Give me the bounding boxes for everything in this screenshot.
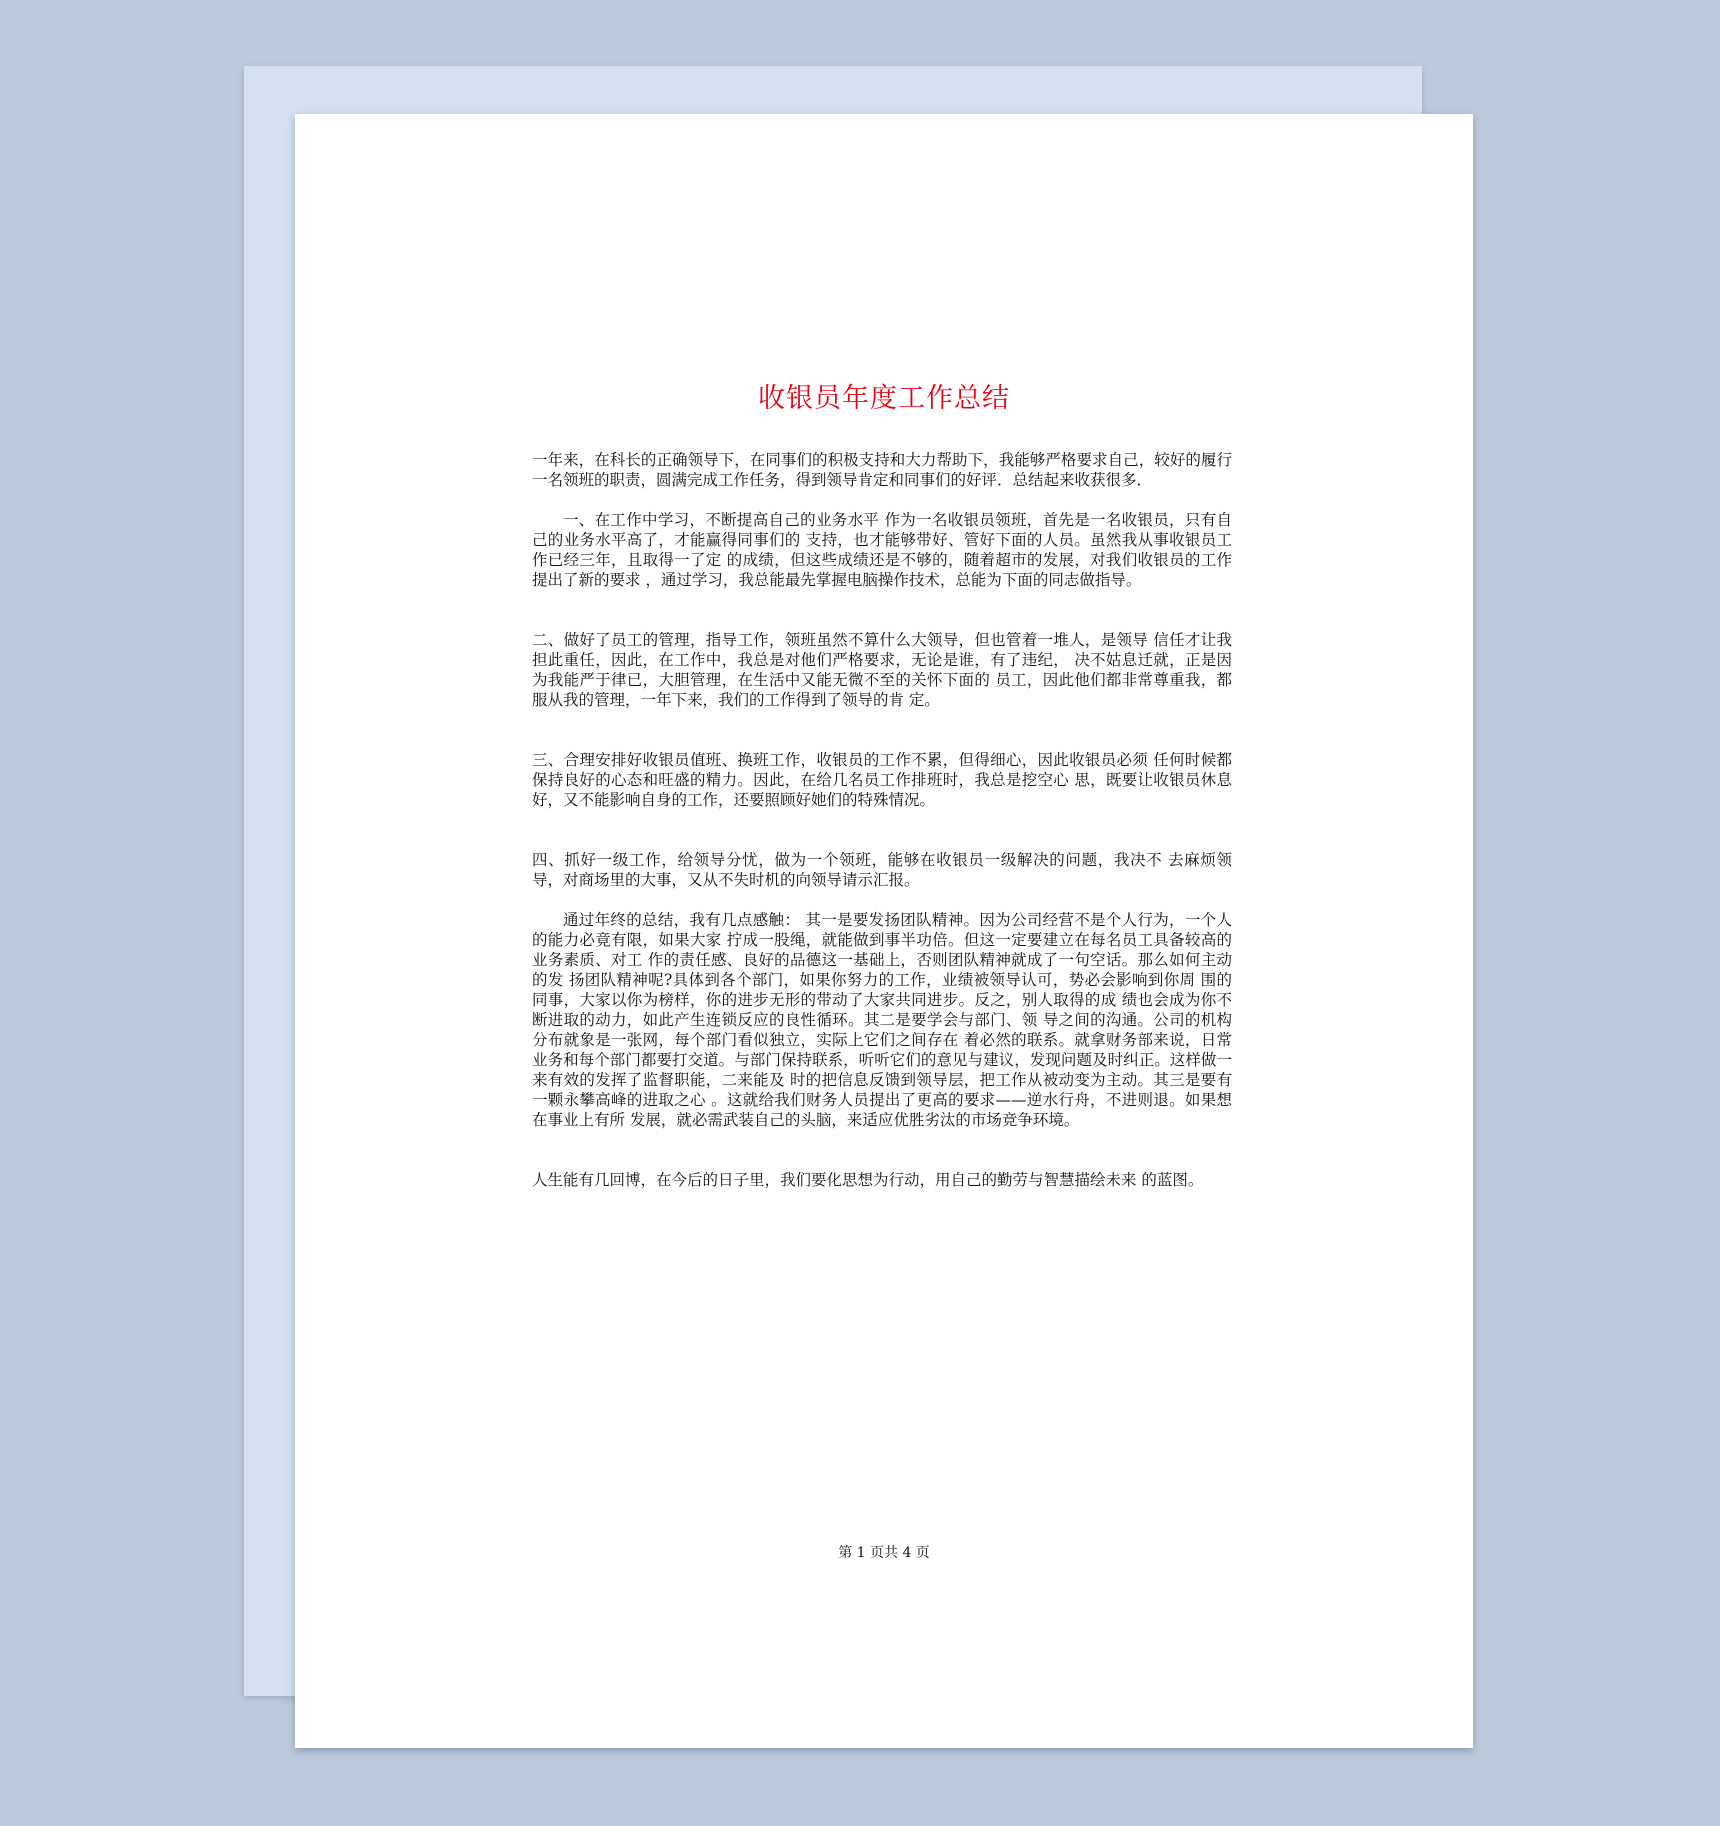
document-page bbox=[295, 114, 1473, 1748]
paragraph-reflections: 通过年终的总结，我有几点感触： 其一是要发扬团队精神。因为公司经营不是个人行为，一个人的能力必竟有限，如果大家 拧成一股绳，就能做到事半功倍。但这一定要建立在每名员工具备较高的业务素质、对工 作的责任感、良好的品德这一基础上，否则团队精神就成了一句空话。那么如何主动的发 扬团队精神呢?具体到各个部门，如果你努力的工作，业绩被领导认可，势必会影响到你周 围的同事，大家以你为榜样，你的进步无形的带动了大家共同进步。反之，别人取得的成 绩也会成为你不断进取的动力，如此产生连锁反应的良性循环。其二是要学会与部门、领 导之间的沟通。公司的机构分布就象是一张网，每个部门看似独立，实际上它们之间存在 着必然的联系。就拿财务部来说，日常业务和每个部门都要打交道。与部门保持联系，听听它们的意见与建议，发现问题及时纠正。这样做一来有效的发挥了监督职能，二来能及 时的把信息反馈到领导层，把工作从被动变为主动。其三是要有一颗永攀高峰的进取之心 。这就给我们财务人员提出了更高的要求——逆水行舟，不进则退。如果想在事业上有所 发展，就必需武装自己的头脑，来适应优胜劣汰的市场竞争环境。 bbox=[532, 911, 1232, 1129]
paragraph-section-3: 三、合理安排好收银员值班、换班工作，收银员的工作不累，但得细心，因此收银员必须 任何时候都保持良好的心态和旺盛的精力。因此，在给几名员工作排班时，我总是挖空心 思，既要让收银员休息好，又不能影响自身的工作，还要照顾好她们的特殊情况。 bbox=[532, 751, 1232, 809]
paragraph-section-4: 四、抓好一级工作，给领导分忧，做为一个领班，能够在收银员一级解决的问题，我决不 去麻烦领导，对商场里的大事，又从不失时机的向领导请示汇报。 bbox=[532, 851, 1232, 889]
paragraph-section-2: 二、做好了员工的管理，指导工作，领班虽然不算什么大领导，但也管着一堆人，是领导 信任才让我担此重任，因此，在工作中，我总是对他们严格要求，无论是谁，有了违纪， 决不姑息迁就，正是因为我能严于律已，大胆管理，在生活中又能无微不至的关怀下面的 员工，因此他们都非常尊重我，都服从我的管理，一年下来，我们的工作得到了领导的肯 定。 bbox=[532, 631, 1232, 709]
paragraph-closing: 人生能有几回博，在今后的日子里，我们要化思想为行动，用自己的勤劳与智慧描绘未来 的蓝图。 bbox=[532, 1171, 1204, 1189]
document-body bbox=[532, 450, 1232, 1190]
document-title: 收银员年度工作总结 bbox=[758, 383, 1010, 414]
page-number-footer: 第 1 页共 4 页 bbox=[838, 1545, 930, 1561]
paragraph-section-1: 一、在工作中学习，不断提高自己的业务水平 作为一名收银员领班，首先是一名收银员，只有自己的业务水平高了，才能赢得同事们的 支持，也才能够带好、管好下面的人员。虽然我从事收银员工作已经三年，且取得一了定 的成绩，但这些成绩还是不够的，随着超市的发展，对我们收银员的工作提出了新的要求 ，通过学习，我总能最先掌握电脑操作技术，总能为下面的同志做指导。 bbox=[532, 511, 1232, 589]
paragraph-intro: 一年来，在科长的正确领导下，在同事们的积极支持和大力帮助下，我能够严格要求自己，较好的履行一名领班的职责，圆满完成工作任务，得到领导肯定和同事们的好评．总结起来收获很多． bbox=[532, 451, 1232, 489]
